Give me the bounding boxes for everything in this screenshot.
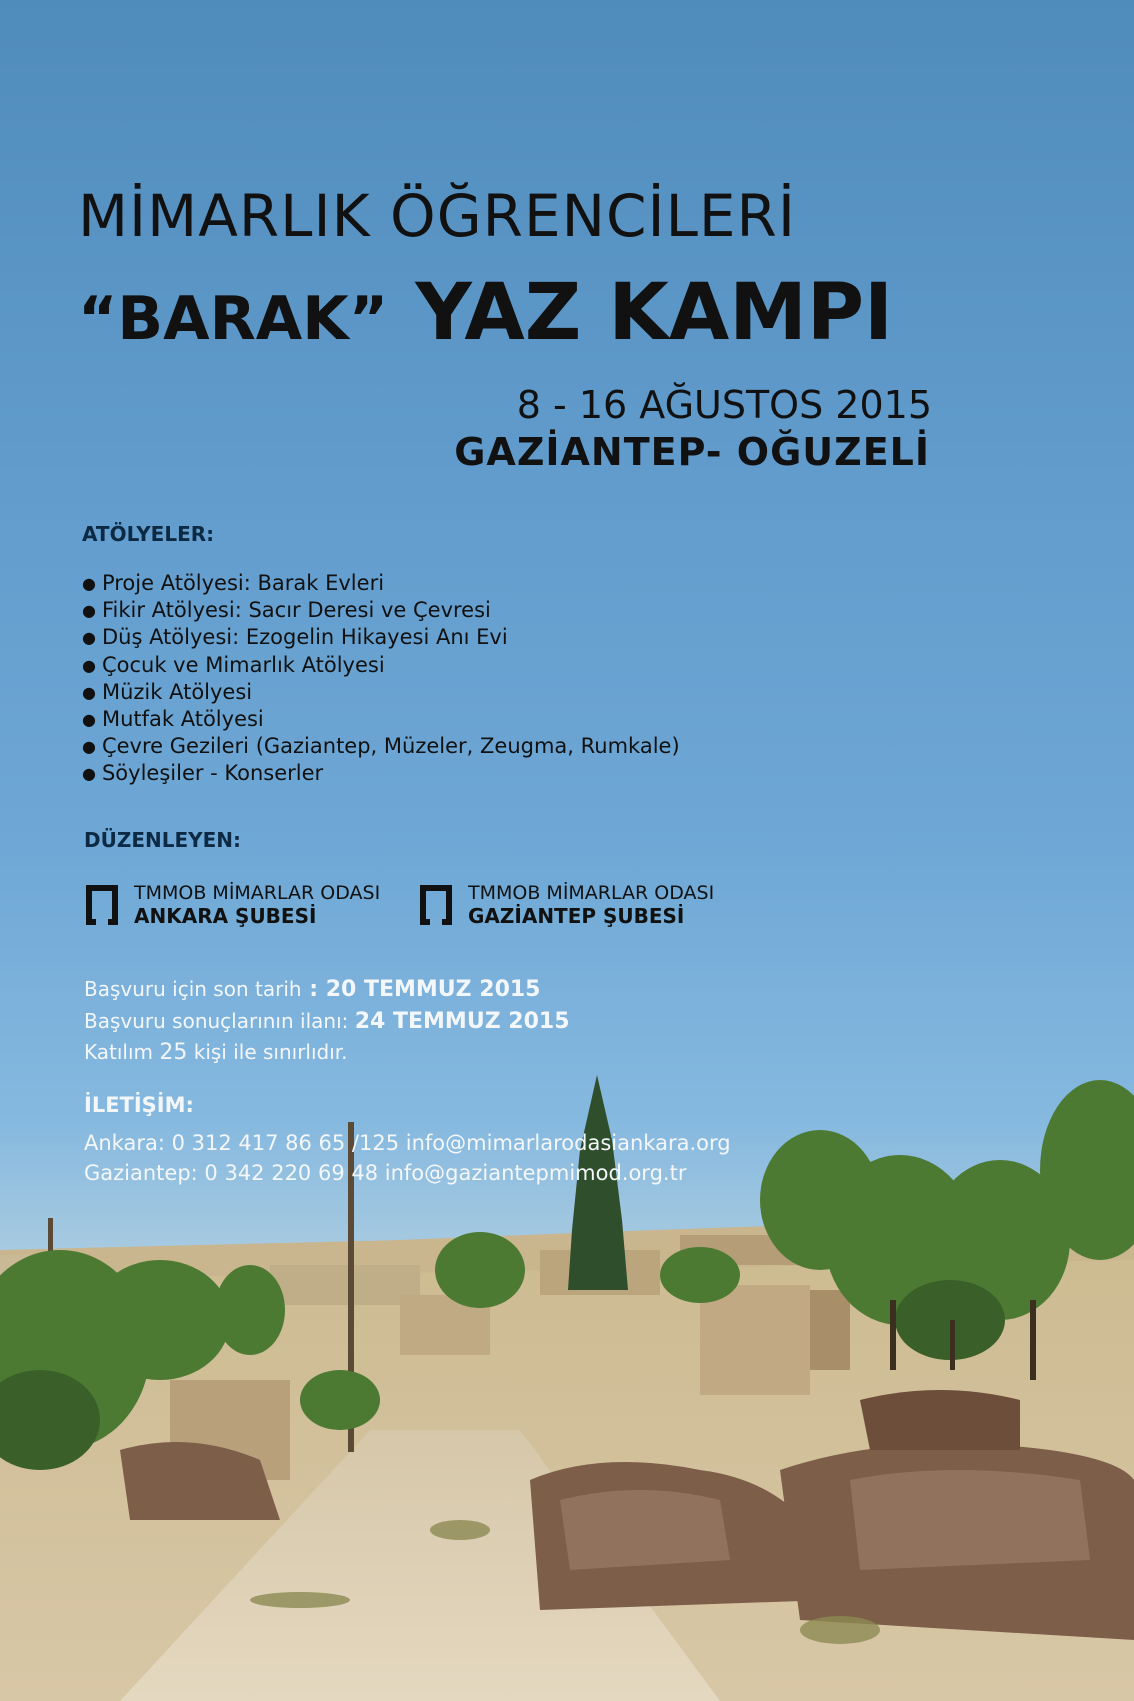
deadline-line	[84, 977, 541, 1002]
workshop-item: ● Mutfak Atölyesi	[82, 706, 680, 733]
title-line2	[78, 268, 893, 358]
workshop-item: ● Müzik Atölyesi	[82, 679, 680, 706]
contact-heading: İLETİŞİM:	[84, 1093, 194, 1117]
deadline-label: Başvuru için son tarih	[84, 977, 302, 1001]
workshops-list	[82, 570, 680, 788]
capacity-number: 25	[159, 1040, 188, 1065]
capacity-prefix: Katılım	[84, 1040, 160, 1064]
organizers-heading: DÜZENLEYEN:	[84, 828, 242, 852]
deadline-separator: :	[301, 977, 326, 1002]
results-label: Başvuru sonuçlarının ilanı:	[84, 1009, 349, 1033]
organizer-ankara-line1: TMMOB MİMARLAR ODASI	[134, 882, 381, 904]
results-value: 24 TEMMUZ 2015	[354, 1009, 570, 1034]
title-main: YAZ KAMPI	[415, 268, 894, 358]
contact-gaziantep: Gaziantep: 0 342 220 69 48 info@gaziantepmimod.org.tr	[84, 1161, 687, 1185]
workshop-item: ● Söyleşiler - Konserler	[82, 760, 680, 787]
contact-ankara: Ankara: 0 312 417 86 65 /125 info@mimarlarodasiankara.org	[84, 1131, 731, 1155]
workshop-item: ● Çocuk ve Mimarlık Atölyesi	[82, 652, 680, 679]
workshop-item: ● Çevre Gezileri (Gaziantep, Müzeler, Zeugma, Rumkale)	[82, 733, 680, 760]
organizer-ankara	[84, 882, 380, 928]
organizer-gaziantep	[418, 882, 714, 928]
workshop-item: ● Proje Atölyesi: Barak Evleri	[82, 570, 680, 597]
organizer-gaziantep-line2: GAZİANTEP ŞUBESİ	[468, 904, 685, 928]
workshop-item: ● Düş Atölyesi: Ezogelin Hikayesi Anı Evi	[82, 624, 680, 651]
deadline-value: 20 TEMMUZ 2015	[325, 977, 541, 1002]
event-date: 8 - 16 AĞUSTOS 2015	[516, 383, 932, 427]
mimarlar-odasi-logo-icon	[418, 883, 454, 927]
workshop-item: ● Fikir Atölyesi: Sacır Deresi ve Çevresi	[82, 597, 680, 624]
capacity-suffix: kişi ile sınırlıdır.	[187, 1040, 348, 1064]
event-location: GAZİANTEP- OĞUZELİ	[454, 430, 930, 474]
workshops-heading: ATÖLYELER:	[82, 522, 215, 546]
capacity-line	[84, 1040, 348, 1065]
organizer-gaziantep-line1: TMMOB MİMARLAR ODASI	[468, 882, 715, 904]
organizer-ankara-line2: ANKARA ŞUBESİ	[134, 904, 317, 928]
title-quoted: “BARAK”	[78, 284, 389, 354]
mimarlar-odasi-logo-icon	[84, 883, 120, 927]
results-line	[84, 1009, 570, 1034]
title-line1: MİMARLIK ÖĞRENCİLERİ	[78, 182, 796, 250]
